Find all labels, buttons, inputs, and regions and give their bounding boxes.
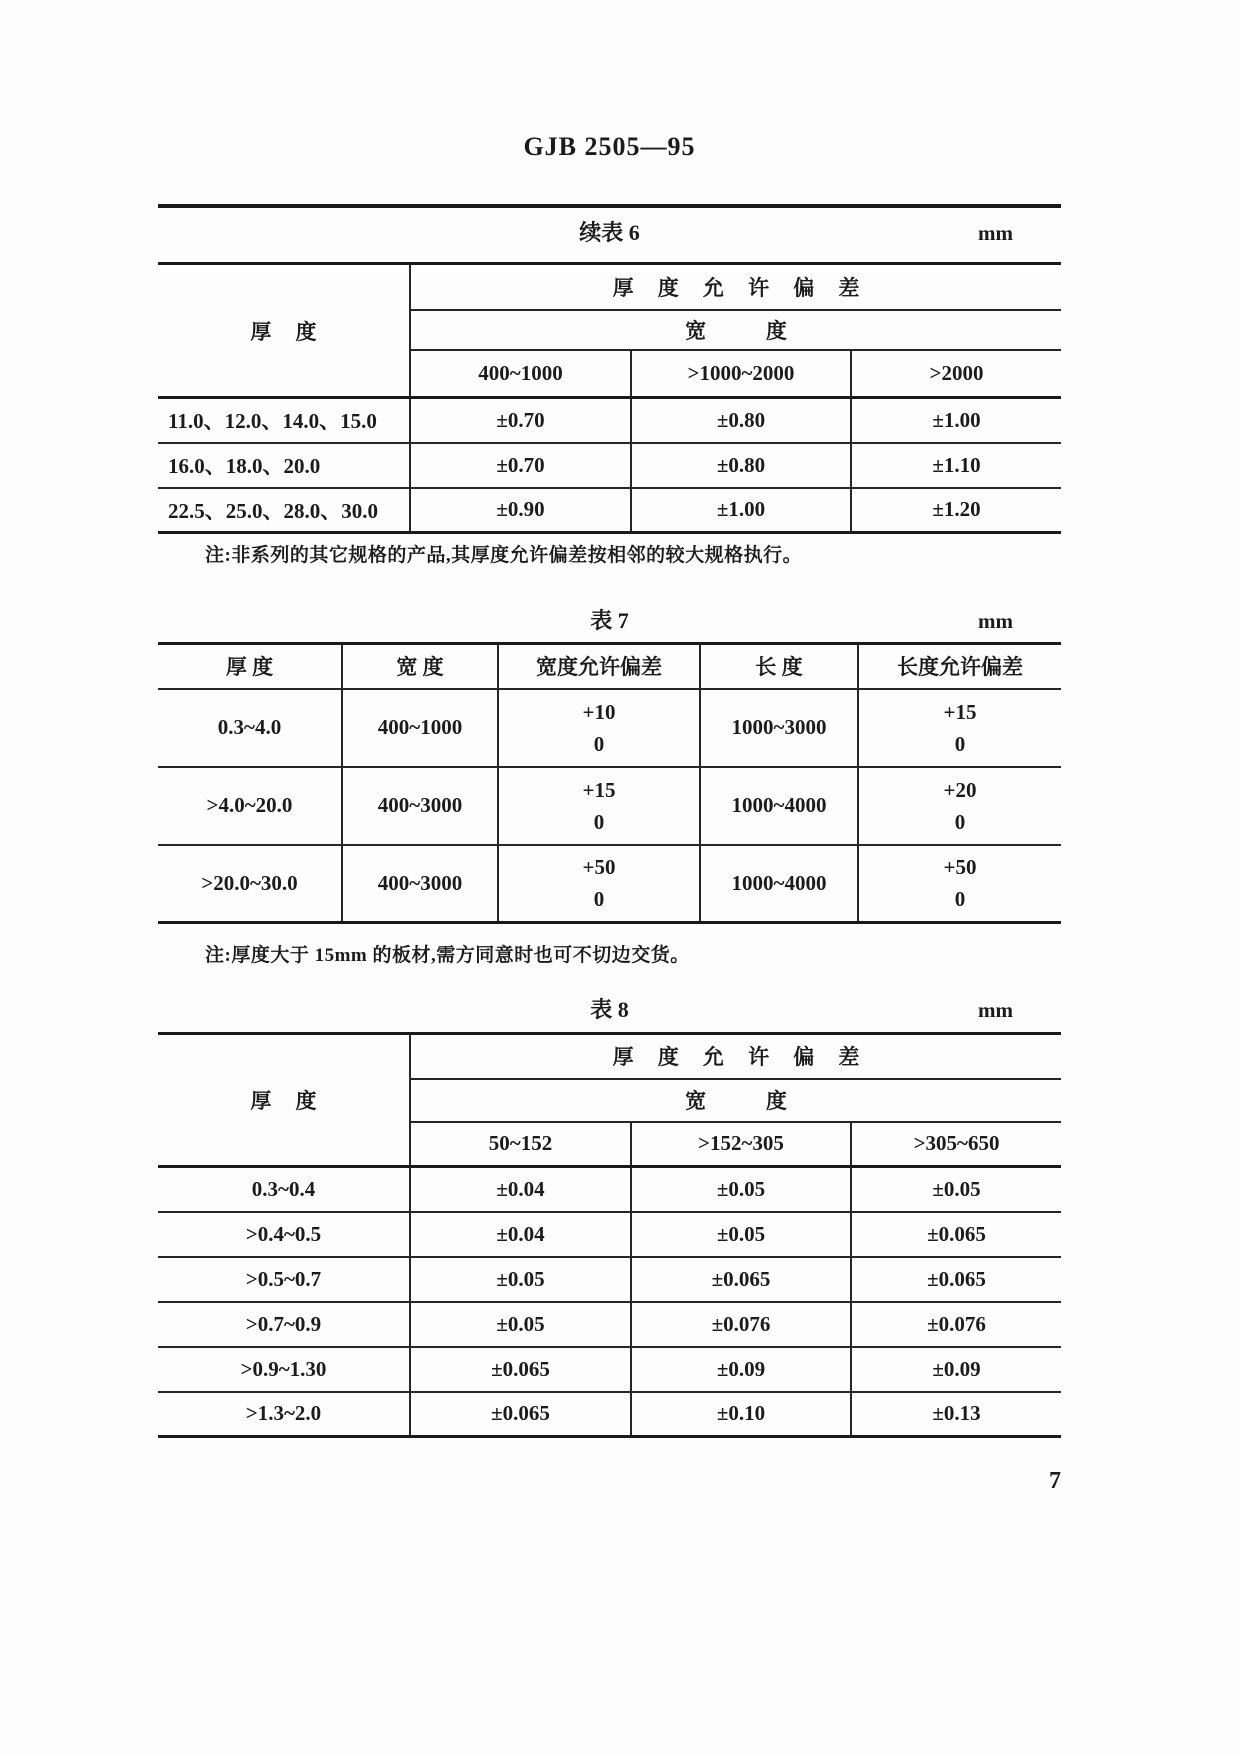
table6-r3-thickness: 22.5、25.0、28.0、30.0 [158,488,410,533]
table8-r2-v2: ±0.05 [631,1212,851,1257]
table7-header-row [158,644,1061,689]
table6-col1-header: 厚 度 [158,264,410,398]
table7-r1-length-dev [858,689,1061,767]
table8-col1-header: 厚 度 [158,1034,410,1167]
table6-header-row-1 [158,264,1061,310]
table6-caption-row [158,218,1061,248]
table6-r1-v1: ±0.70 [410,398,631,443]
table7-header-width: 宽 度 [342,644,498,689]
table7-r3-length-dev-plus: +50 [943,855,977,880]
table7-r3-width: 400~3000 [342,845,498,923]
table6-r3-v3: ±1.20 [851,488,1061,533]
table7-header-length: 长 度 [700,644,858,689]
table8-r3-v3: ±0.065 [851,1257,1061,1302]
table8-r2-thickness: >0.4~0.5 [158,1212,410,1257]
table6-row-1 [158,398,1061,443]
table6-row-2 [158,443,1061,488]
table6-span-header: 厚 度 允 许 偏 差 [612,275,869,300]
table7-header-width-dev: 宽度允许偏差 [498,644,700,689]
table7-note: 注:厚度大于 15mm 的板材,需方同意时也可不切边交货。 [205,945,690,966]
table6-unit-label: mm [978,221,1013,245]
table8-subheader-1: 50~152 [410,1122,631,1167]
table7-r2-width-dev [498,767,700,845]
table8-row-2 [158,1212,1061,1257]
table6-r2-v1: ±0.70 [410,443,631,488]
table8-row-3 [158,1257,1061,1302]
table7-row-2 [158,767,1061,845]
table8-width-header: 宽 度 [410,1079,1061,1122]
table8-r3-v1: ±0.05 [410,1257,631,1302]
table6-r1-v3: ±1.00 [851,398,1061,443]
table6-subheader-1: 400~1000 [410,350,631,398]
table8-r4-thickness: >0.7~0.9 [158,1302,410,1347]
table6-r1-v2: ±0.80 [631,398,851,443]
table7-r1-thickness: 0.3~4.0 [158,689,342,767]
table7-r2-width-dev-plus: +15 [582,777,616,802]
table8-row-5 [158,1347,1061,1392]
table8-r1-v2: ±0.05 [631,1167,851,1212]
table7-r1-width-dev-minus: 0 [593,731,605,756]
table6-caption: 续表 6 [579,220,640,245]
table8-row-4 [158,1302,1061,1347]
table7-r1-length-dev-minus: 0 [954,731,966,756]
table8-r6-thickness: >1.3~2.0 [158,1392,410,1437]
table7-r3-length: 1000~4000 [700,845,858,923]
table7-r2-length-dev-plus: +20 [943,777,977,802]
table-6 [158,262,1061,534]
table7-header-length-dev: 长度允许偏差 [858,644,1061,689]
table7-unit-label: mm [978,609,1013,633]
table6-subheader-2: >1000~2000 [631,350,851,398]
table7-r3-width-dev [498,845,700,923]
table-8 [158,1032,1061,1438]
table8-r4-v1: ±0.05 [410,1302,631,1347]
table6-note: 注:非系列的其它规格的产品,其厚度允许偏差按相邻的较大规格执行。 [205,545,803,566]
table6-r2-v2: ±0.80 [631,443,851,488]
table8-header-row-1 [158,1034,1061,1079]
table8-r5-v1: ±0.065 [410,1347,631,1392]
table7-r3-width-dev-minus: 0 [593,887,605,912]
table7-r2-length: 1000~4000 [700,767,858,845]
doc-code-header: GJB 2505—95 [523,132,696,161]
table7-r3-width-dev-plus: +50 [582,855,616,880]
table8-caption-row [158,995,1061,1025]
table8-unit-label: mm [978,998,1013,1022]
table8-r4-v2: ±0.076 [631,1302,851,1347]
table8-r5-thickness: >0.9~1.30 [158,1347,410,1392]
table8-r6-v2: ±0.10 [631,1392,851,1437]
table7-header-thickness: 厚 度 [225,655,274,680]
table6-row-3 [158,488,1061,533]
table8-r4-v3: ±0.076 [851,1302,1061,1347]
table8-r6-v1: ±0.065 [410,1392,631,1437]
table8-r6-v3: ±0.13 [851,1392,1061,1437]
table7-r1-length: 1000~3000 [700,689,858,767]
table7-caption: 表 7 [590,608,629,633]
table8-r1-v1: ±0.04 [410,1167,631,1212]
page-number: 7 [1049,1468,1061,1494]
table7-caption-row [158,606,1061,636]
table7-r2-length-dev [858,767,1061,845]
table8-subheader-2: >152~305 [631,1122,851,1167]
table8-row-1 [158,1167,1061,1212]
table7-row-1 [158,689,1061,767]
table7-r2-width-dev-minus: 0 [593,809,605,834]
table6-r1-thickness: 11.0、12.0、14.0、15.0 [158,398,410,443]
table-7 [158,642,1061,924]
table6-width-header: 宽 度 [410,310,1061,350]
table7-r3-length-dev [858,845,1061,923]
table8-subheader-3: >305~650 [851,1122,1061,1167]
table8-r3-v2: ±0.065 [631,1257,851,1302]
table8-r1-v3: ±0.05 [851,1167,1061,1212]
table7-row-3 [158,845,1061,923]
table7-r2-thickness: >4.0~20.0 [158,767,342,845]
table6-r2-v3: ±1.10 [851,443,1061,488]
table8-r2-v3: ±0.065 [851,1212,1061,1257]
table8-r5-v2: ±0.09 [631,1347,851,1392]
table6-r2-thickness: 16.0、18.0、20.0 [158,443,410,488]
table8-caption: 表 8 [590,997,629,1022]
table7-r2-length-dev-minus: 0 [954,809,966,834]
table8-span-header: 厚 度 允 许 偏 差 [612,1045,869,1070]
table7-r1-width-dev-plus: +10 [582,699,616,724]
table8-r3-thickness: >0.5~0.7 [158,1257,410,1302]
table7-r1-length-dev-plus: +15 [943,699,977,724]
table7-r3-thickness: >20.0~30.0 [158,845,342,923]
table6-r3-v1: ±0.90 [410,488,631,533]
table6-r3-v2: ±1.00 [631,488,851,533]
table7-r1-width: 400~1000 [342,689,498,767]
table8-r2-v1: ±0.04 [410,1212,631,1257]
table7-r3-length-dev-minus: 0 [954,887,966,912]
table8-r5-v3: ±0.09 [851,1347,1061,1392]
table8-r1-thickness: 0.3~0.4 [158,1167,410,1212]
table7-r2-width: 400~3000 [342,767,498,845]
header-rule [158,204,1061,208]
table7-r1-width-dev [498,689,700,767]
table8-row-6 [158,1392,1061,1437]
table6-subheader-3: >2000 [851,350,1061,398]
